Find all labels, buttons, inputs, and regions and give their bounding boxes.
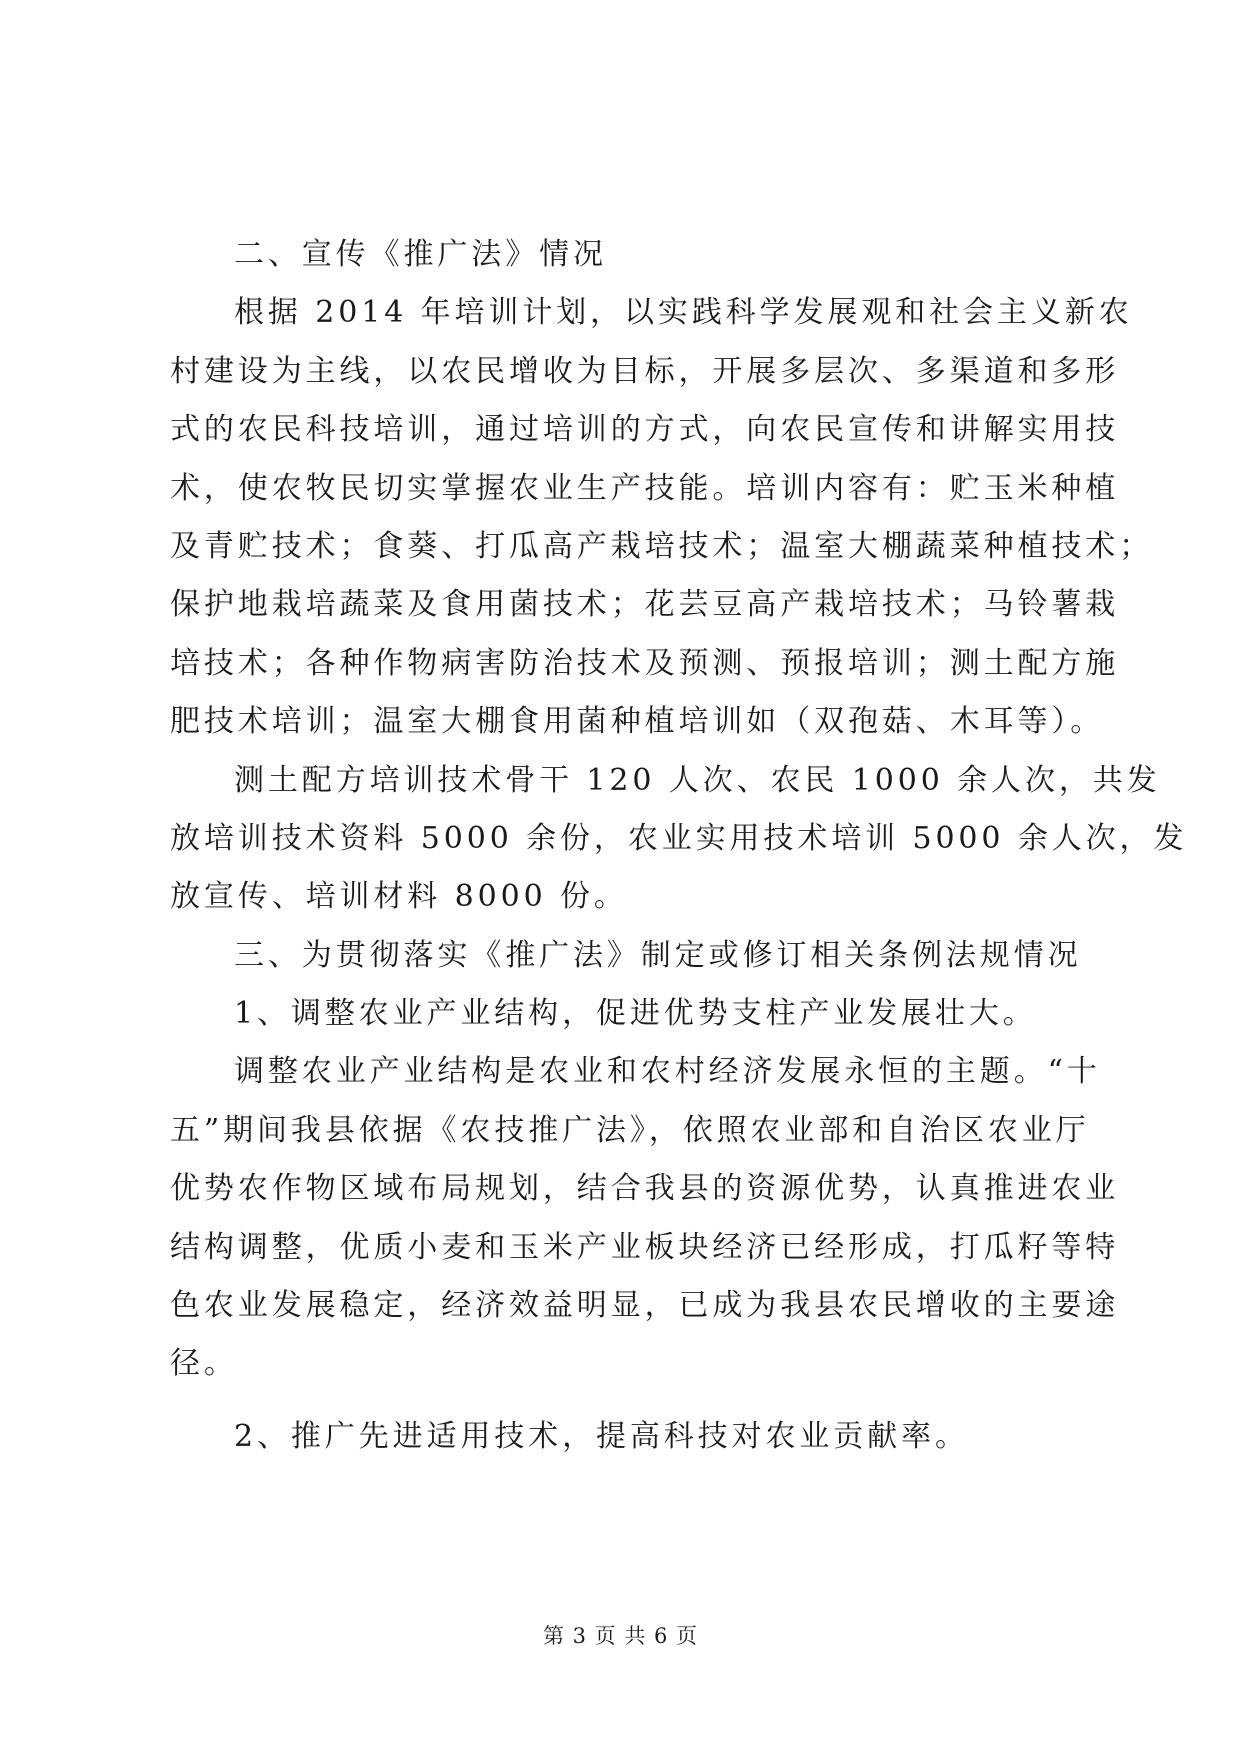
text-line: 优势农作物区域布局规划，结合我县的资源优势，认真推进农业: [170, 1171, 1120, 1207]
text-line: 1、调整农业产业结构，促进优势支柱产业发展壮大。: [234, 996, 1037, 1032]
text-line: 色农业发展稳定，经济效益明显，已成为我县农民增收的主要途: [170, 1288, 1120, 1324]
document-body: [170, 226, 1188, 1466]
text-line: 径。: [170, 1346, 238, 1382]
text-line: 肥技术培训；温室大棚食用菌种植培训如（双孢菇、木耳等）。: [170, 704, 1105, 740]
text-line: 测土配方培训技术骨干 120 人次、农民 1000 余人次，共发: [234, 762, 1161, 798]
text-line: 调整农业产业结构是农业和农村经济发展永恒的主题。“十: [234, 1054, 1101, 1090]
text-line: 术，使农牧民切实掌握农业生产技能。培训内容有：贮玉米种植: [170, 470, 1120, 506]
text-line: 放培训技术资料 5000 余份，农业实用技术培训 5000 余人次，发: [170, 820, 1188, 856]
text-line: 三、为贯彻落实《推广法》制定或修订相关条例法规情况: [234, 937, 1082, 973]
page-footer: 第 3 页 共 6 页: [542, 1624, 699, 1648]
text-line: 式的农民科技培训，通过培训的方式，向农民宣传和讲解实用技: [170, 412, 1120, 448]
text-line: 二、宣传《推广法》情况: [234, 237, 607, 272]
text-line: 培技术；各种作物病害防治技术及预测、预报培训；测土配方施: [170, 645, 1120, 681]
text-line: 放宣传、培训材料 8000 份。: [170, 879, 628, 915]
text-line: 村建设为主线，以农民增收为目标，开展多层次、多渠道和多形: [170, 353, 1120, 389]
text-line: 五”期间我县依据《农技推广法》，依照农业部和自治区农业厅: [170, 1112, 1090, 1148]
text-line: 保护地栽培蔬菜及食用菌技术；花芸豆高产栽培技术；马铃薯栽: [170, 587, 1120, 623]
text-line: 及青贮技术；食葵、打瓜高产栽培技术；温室大棚蔬菜种植技术；: [170, 528, 1154, 564]
text-line: 根据 2014 年培训计划，以实践科学发展观和社会主义新农: [234, 295, 1133, 331]
text-line: 结构调整，优质小麦和玉米产业板块经济已经形成，打瓜籽等特: [170, 1229, 1120, 1265]
text-line: 2、推广先进适用技术，提高科技对农业贡献率。: [234, 1418, 969, 1454]
